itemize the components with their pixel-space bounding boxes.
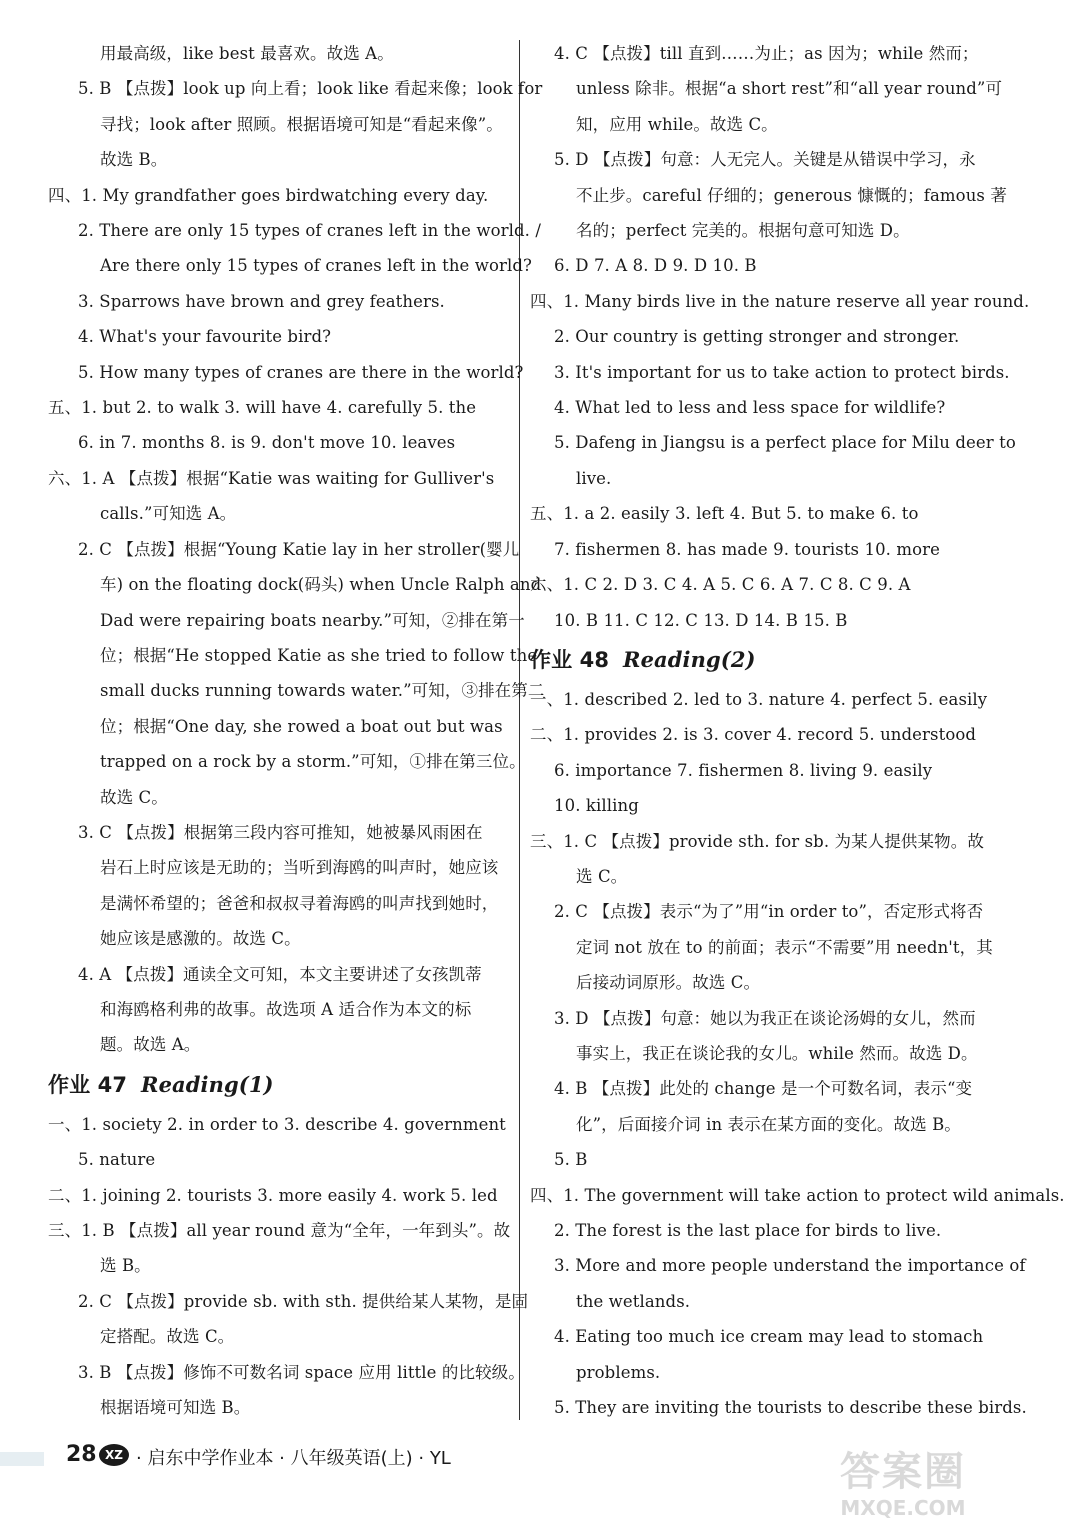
answer-continuation: 位；根据“One day, she rowed a boat out but was bbox=[100, 716, 503, 736]
answer-continuation: 是满怀希望的；爸爸和叔叔寻着海鸥的叫声找到她时， bbox=[100, 893, 499, 913]
answer-item: 6. in 7. months 8. is 9. don't move 10. leaves bbox=[78, 433, 456, 453]
section-line: 一、1. described 2. led to 3. nature 4. perfect 5. easily bbox=[530, 689, 988, 709]
assignment-title: Reading(1) bbox=[141, 1071, 274, 1097]
answer-item: 2. The forest is the last place for birds to live. bbox=[554, 1221, 942, 1240]
section-line: 六、1. C 2. D 3. C 4. A 5. C 6. A 7. C 8. C 9. A bbox=[530, 575, 911, 595]
answer-continuation: 化”，后面接介词 in 表示在某方面的变化。故选 B。 bbox=[576, 1114, 961, 1134]
answer-item: 5. B bbox=[554, 1150, 588, 1170]
assignment-heading bbox=[530, 640, 992, 680]
answer-item: 6. importance 7. fishermen 8. living 9. easily bbox=[554, 760, 933, 780]
answer-continuation: 位；根据“He stopped Katie as she tried to follow the bbox=[100, 645, 538, 665]
answer-continuation: Are there only 15 types of cranes left in the world? bbox=[100, 256, 532, 276]
answer-continuation: 岩石上时应该是无助的；当听到海鸥的叫声时，她应该 bbox=[100, 858, 499, 878]
answer-item: 3. B 【点拨】修饰不可数名词 space 应用 little 的比较级。 bbox=[78, 1362, 525, 1382]
answer-item: 3. Sparrows have brown and grey feathers. bbox=[78, 291, 445, 311]
answer-continuation: 根据语境可知选 B。 bbox=[100, 1398, 251, 1418]
watermark-url: MXQE.COM bbox=[840, 1496, 966, 1520]
answer-item: 4. C 【点拨】till 直到……为止；as 因为；while 然而； bbox=[554, 44, 979, 63]
answer-continuation: 和海鸥格利弗的故事。故选项 A 适合作为本文的标 bbox=[100, 999, 472, 1019]
answer-item: 3. More and more people understand the importance of bbox=[554, 1256, 1026, 1276]
answer-continuation: trapped on a rock by a storm.”可知，①排在第三位。 bbox=[100, 752, 526, 772]
answer-continuation: 她应该是感激的。故选 C。 bbox=[100, 929, 301, 949]
answer-continuation: 故选 C。 bbox=[100, 787, 168, 807]
section-line: 四、1. The government will take action to protect wild animals. bbox=[530, 1185, 1065, 1205]
answer-continuation: 不止步。careful 仔细的；generous 慷慨的；famous 著 bbox=[576, 185, 1007, 205]
answer-item: 2. Our country is getting stronger and stronger. bbox=[554, 327, 960, 347]
book-title: · 启东中学作业本 · 八年级英语(上) · YL bbox=[136, 1448, 451, 1469]
watermark bbox=[828, 1448, 978, 1526]
assignment-number: 作业 48 bbox=[530, 647, 610, 672]
answer-item: 5. How many types of cranes are there in the world? bbox=[78, 362, 524, 382]
section-line: 五、1. a 2. easily 3. left 4. But 5. to make 6. to bbox=[530, 504, 919, 524]
answer-continuation: 车) on the floating dock(码头) when Uncle Ralph and bbox=[100, 575, 542, 595]
answer-continuation: 知，应用 while。故选 C。 bbox=[576, 114, 778, 134]
section-line: 二、1. joining 2. tourists 3. more easily 4. work 5. led bbox=[48, 1185, 498, 1205]
answer-item: 4. Eating too much ice cream may lead to stomach bbox=[554, 1327, 984, 1347]
answer-continuation: 寻找；look after 照顾。根据语境可知是“看起来像”。 bbox=[100, 114, 503, 134]
section-line: 六、1. A 【点拨】根据“Katie was waiting for Gulliver's bbox=[48, 468, 495, 488]
answer-item: 7. fishermen 8. has made 9. tourists 10. more bbox=[554, 539, 940, 559]
answer-continuation: 定词 not 放在 to 的前面；表示“不需要”用 needn't，其 bbox=[576, 937, 993, 957]
answer-continuation: 故选 B。 bbox=[100, 150, 168, 170]
answer-item: 10. B 11. C 12. C 13. D 14. B 15. B bbox=[554, 610, 848, 630]
answer-item: 10. killing bbox=[554, 796, 639, 816]
section-line: 五、1. but 2. to walk 3. will have 4. carefully 5. the bbox=[48, 398, 477, 418]
assignment-heading bbox=[48, 1065, 510, 1105]
answer-continuation: unless 除非。根据“a short rest”和“all year round”可 bbox=[576, 79, 1003, 99]
answer-continuation: 题。故选 A。 bbox=[100, 1035, 201, 1055]
publisher-logo-icon: XZ bbox=[99, 1444, 129, 1466]
section-line: 四、1. Many birds live in the nature reserve all year round. bbox=[530, 291, 1030, 311]
answer-item: 5. nature bbox=[78, 1150, 156, 1170]
answer-item: 4. What's your favourite bird? bbox=[78, 327, 332, 347]
watermark-text: 答案圈 bbox=[840, 1449, 966, 1495]
corner-bar bbox=[0, 1452, 44, 1466]
section-line: 三、1. B 【点拨】all year round 意为“全年，一年到头”。故 bbox=[48, 1221, 511, 1240]
answer-item: 3. It's important for us to take action to protect birds. bbox=[554, 362, 1010, 382]
answer-item: 3. D 【点拨】句意：她以为我正在谈论汤姆的女儿，然而 bbox=[554, 1008, 976, 1028]
answer-item: 4. B 【点拨】此处的 change 是一个可数名词，表示“变 bbox=[554, 1079, 973, 1099]
assignment-title: Reading(2) bbox=[623, 646, 756, 672]
answer-item: 5. B 【点拨】look up 向上看；look like 看起来像；look for bbox=[78, 79, 543, 99]
section-line: 一、1. society 2. in order to 3. describe 4. government bbox=[48, 1114, 506, 1134]
right-column bbox=[530, 36, 1065, 1425]
answer-item: 5. Dafeng in Jiangsu is a perfect place for Milu deer to bbox=[554, 433, 1016, 453]
section-line: 四、1. My grandfather goes birdwatching every day. bbox=[48, 185, 489, 205]
answer-continuation: 选 B。 bbox=[100, 1256, 151, 1276]
answer-continuation: 后接动词原形。故选 C。 bbox=[576, 973, 761, 993]
answer-continuation: 名的；perfect 完美的。根据句意可知选 D。 bbox=[576, 221, 910, 241]
section-line: 二、1. provides 2. is 3. cover 4. record 5. understood bbox=[530, 725, 977, 745]
answer-continuation: problems. bbox=[576, 1362, 661, 1382]
answer-continuation: Dad were repairing boats nearby.”可知，②排在第一 bbox=[100, 610, 525, 630]
answer-item: 4. What led to less and less space for wildlife? bbox=[554, 398, 946, 418]
answer-continuation: small ducks running towards water.”可知，③排在第二 bbox=[100, 681, 545, 701]
answer-item: 2. There are only 15 types of cranes left in the world. / bbox=[78, 221, 541, 241]
answer-item: 4. A 【点拨】通读全文可知，本文主要讲述了女孩凯蒂 bbox=[78, 964, 482, 984]
answer-item: 6. D 7. A 8. D 9. D 10. B bbox=[554, 256, 757, 276]
page-number: 28 bbox=[66, 1442, 97, 1467]
answer-continuation: calls.”可知选 A。 bbox=[100, 504, 237, 524]
answer-item: 5. D 【点拨】句意：人无完人。关键是从错误中学习，永 bbox=[554, 150, 976, 170]
answer-item: 2. C 【点拨】根据“Young Katie lay in her stroller(婴儿 bbox=[78, 539, 520, 559]
answer-continuation: live. bbox=[576, 468, 612, 488]
answer-continuation: 定搭配。故选 C。 bbox=[100, 1327, 235, 1347]
answer-continuation: the wetlands. bbox=[576, 1291, 691, 1311]
answer-item: 5. They are inviting the tourists to describe these birds. bbox=[554, 1398, 1027, 1418]
answer-continuation: 选 C。 bbox=[576, 866, 628, 886]
answer-item: 2. C 【点拨】表示“为了”用“in order to”，否定形式将否 bbox=[554, 902, 984, 922]
left-column bbox=[48, 36, 545, 1425]
answer-item: 3. C 【点拨】根据第三段内容可推知，她被暴风雨困在 bbox=[78, 822, 483, 842]
answer-continuation: 事实上，我正在谈论我的女儿。while 然而。故选 D。 bbox=[576, 1043, 978, 1063]
answer-continuation: 用最高级，like best 最喜欢。故选 A。 bbox=[100, 44, 394, 63]
section-line: 三、1. C 【点拨】provide sth. for sb. 为某人提供某物。故 bbox=[530, 831, 984, 851]
answer-item: 2. C 【点拨】provide sb. with sth. 提供给某人某物，是固 bbox=[78, 1291, 529, 1311]
assignment-number: 作业 47 bbox=[48, 1072, 128, 1097]
